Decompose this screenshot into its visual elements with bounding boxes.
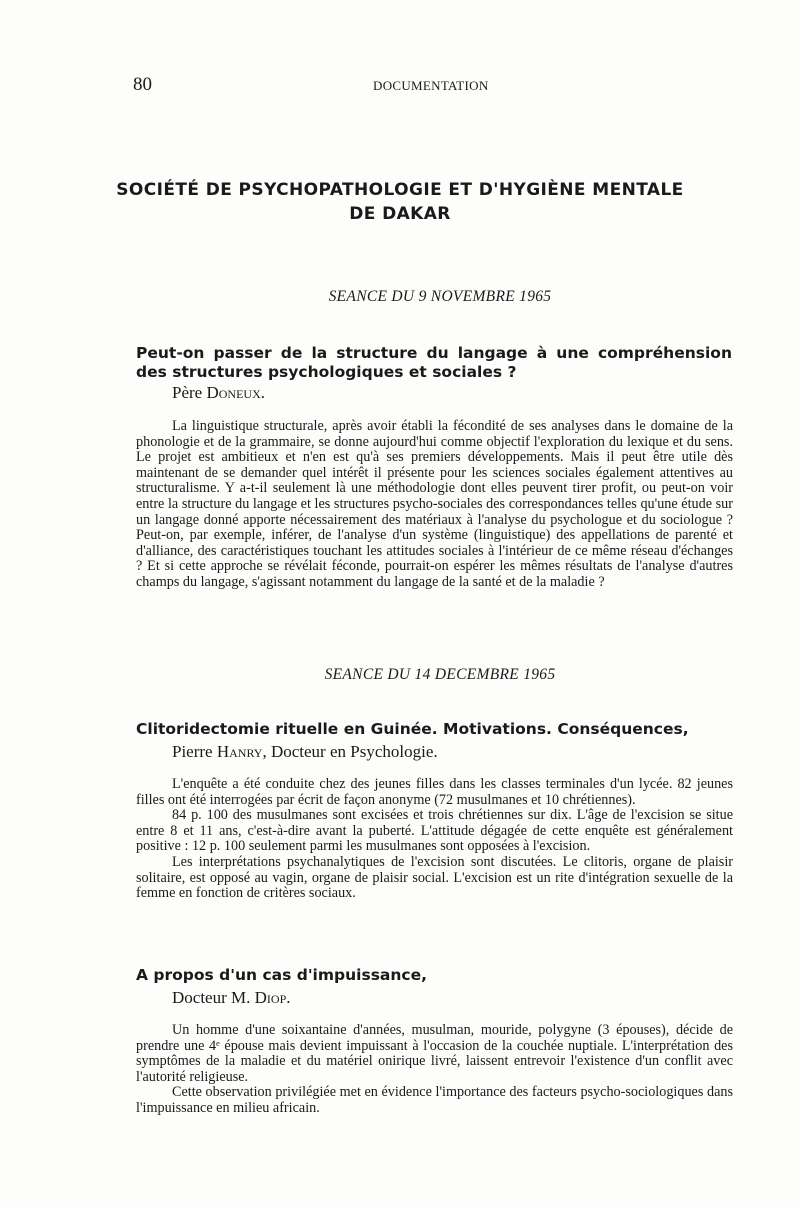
session-heading-november: SEANCE DU 9 NOVEMBRE 1965 — [328, 288, 552, 305]
author-name: Doneux — [206, 383, 261, 402]
paragraph: Les interprétations psychanalytiques de l'excision sont discutées. Le clitoris, organe de plaisir solitaire, est opposé au vagin, organe de plaisir social. L'excision est un rite d'intégration sexuelle de la femme en fonction de critères sociaux. — [136, 853, 733, 902]
session-heading-december: SEANCE DU 14 DECEMBRE 1965 — [324, 666, 556, 683]
author-name: Hanry — [216, 742, 263, 761]
article-title-clitoridectomie: Clitoridectomie rituelle en Guinée. Motivations. Conséquences, — [136, 720, 689, 738]
page-header — [133, 74, 733, 96]
author-prefix: Pierre — [172, 742, 217, 761]
article-author-diop — [172, 988, 291, 1008]
article-body-impuissance — [136, 1023, 733, 1117]
article-author-doneux — [172, 383, 265, 403]
paragraph: La linguistique structurale, après avoir établi la fécondité de ses analyses dans le domaine de la phonologie et de la grammaire, se donne aujourd'hui comme objectif l'exploration du lexique et du sens. Le projet est ambitieux et n'en est qu'à ses premiers développements. Mais il peut être utile dès maintenant de se demander quel intérêt il présente pour les sciences sociales également attentives au structuralisme. Y a-t-il seulement là une méthodologie dont elles peuvent tirer profit, ou peut-on voir entre la structure du langage et les structures psycho-sociales des correspondances telles qu'une étude sur un langage donné apporte nécessairement des matériaux à l'analyse du psychologue et du sociologue ? Peut-on, par exemple, inférer, de l'analyse d'un système (linguistique) des appellations de parenté et d'alliance, des caractéristiques touchant les attitudes sociales à l'intérieur de ce même réseau d'échanges ? Et si cette approche se révélait féconde, pourrait-on espérer les mêmes résultats de l'analyse d'autres champs du langage, s'agissant notamment du langage de la santé et de la maladie ? — [136, 418, 733, 590]
paragraph: Un homme d'une soixantaine d'années, musulman, mouride, polygyne (3 épouses), décide de prendre une 4ᵉ épouse mais devient impuissant à l'occasion de la couchée nuptiale. L'interprétation des symptômes de la maladie et du matériel onirique livré, laissent entrevoir l'existence d'un conflit avec l'autorité religieuse. — [136, 1022, 733, 1085]
author-suffix: . — [286, 988, 291, 1007]
paragraph: Cette observation privilégiée met en évidence l'importance des facteurs psycho-sociologiques dans l'impuissance en milieu africain. — [136, 1084, 733, 1116]
paragraph: L'enquête a été conduite chez des jeunes filles dans les classes terminales d'un lycée. 82 jeunes filles ont été interrogées par écrit de façon anonyme (72 musulmanes et 10 chrétiennes). — [136, 776, 733, 808]
author-prefix: Père — [172, 383, 207, 402]
running-head: DOCUMENTATION — [373, 78, 489, 93]
society-title-line-2: DE DAKAR — [349, 204, 451, 224]
society-title — [100, 178, 700, 226]
article-body-clitoridectomie — [136, 777, 733, 902]
author-suffix: , Docteur en Psychologie. — [262, 742, 438, 761]
article-author-hanry — [172, 742, 438, 762]
article-title-langage: Peut-on passer de la structure du langage à une compréhension des structures psychologiques et sociales ? — [136, 344, 732, 381]
page-number: 80 — [133, 74, 152, 95]
article-body-langage — [136, 419, 733, 591]
paragraph: 84 p. 100 des musulmanes sont excisées et trois chrétiennes sur dix. L'âge de l'excision se situe entre 8 et 11 ans, c'est-à-dire avant la puberté. L'attitude dégagée de cette enquête est généralement positive : 12 p. 100 seulement parmi les musulmanes sont opposées à l'excision. — [136, 807, 733, 855]
article-title-impuissance: A propos d'un cas d'impuissance, — [136, 966, 428, 984]
society-title-line-1: SOCIÉTÉ DE PSYCHOPATHOLOGIE ET D'HYGIÈNE MENTALE — [116, 180, 684, 200]
author-suffix: . — [260, 383, 265, 402]
author-prefix: Docteur M. — [172, 988, 255, 1007]
author-name: Diop — [254, 988, 287, 1007]
